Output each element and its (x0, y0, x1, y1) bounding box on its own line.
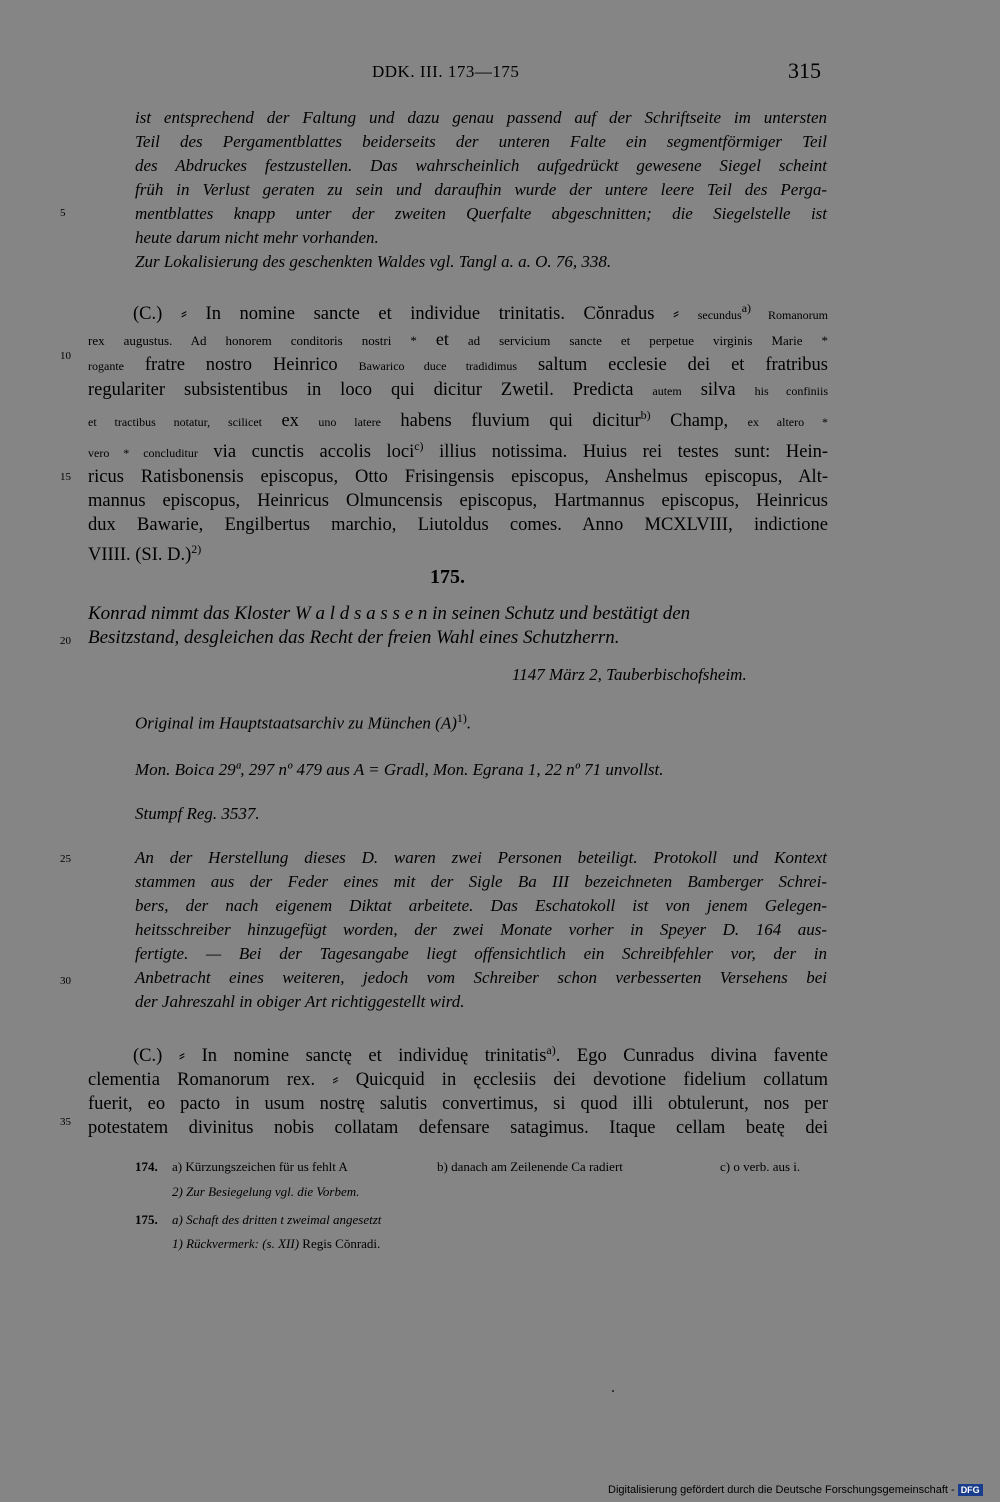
line-number: 25 (60, 853, 71, 865)
text-line: An der Herstellung dieses D. waren zwei Personen beteiligt. Protokoll und Kontext (135, 848, 827, 867)
text-line: heute darum nicht mehr vorhanden. (135, 228, 379, 247)
footnote: a) Kürzungszeichen für us fehlt A (172, 1159, 348, 1174)
text-line: bers, der nach eigenem Diktat arbeitete. Das Eschatokoll ist von jenem Gelegen- (135, 896, 827, 915)
text-line: des Abdruckes festzustellen. Das wahrscheinlich aufgedrückt gewesene Siegel scheint (135, 156, 827, 175)
intro-paragraph (135, 106, 827, 274)
dfg-footer-text: Digitalisierung gefördert durch die Deutsche Forschungsgemeinschaft - (608, 1484, 955, 1496)
text-line: früh in Verlust geraten zu sein und daraufhin wurde der untere leere Teil des Perga- (135, 180, 827, 199)
line-number: 35 (60, 1116, 71, 1128)
footnote-label: 174. (135, 1159, 158, 1174)
specks (612, 1390, 614, 1392)
text-line: fuerit, eo pacto in usum nostrę salutis convertimus, si quod illi obtulerunt, nos per (88, 1094, 828, 1115)
original-note: Original im Hauptstaatsarchiv zu München $(A)^{1)}$. (135, 711, 472, 733)
line-number: 10 (60, 350, 71, 362)
text-line: ist entsprechend der Faltung und dazu genau passend auf der Schriftseite im untersten (135, 108, 827, 127)
edition-note: Mon. Boica 29ª, 297 nº 479 aus A = Gradl, Mon. Egrana 1, 22 nº 71 unvollst. (135, 760, 664, 779)
text-line: mannus episcopus, Heinricus Olmuncensis episcopus, Hartmannus episcopus, Heinricus (88, 491, 828, 512)
text-line: (C.) ⸗ In nomine sanctę et individuę trinitatis$^{a)}$. Ego Cunradus divina favente (133, 1043, 828, 1067)
line-number: 15 (60, 471, 71, 483)
regesta-note: Stumpf Reg. 3537. (135, 804, 260, 823)
text-line: rex augustus. Ad honorem conditoris nostri * et ad servicium sancte et perpetue virginis Marie * (88, 329, 828, 350)
text-line: rogante fratre nostro Heinrico Bawarico duce tradidimus saltum ecclesie dei et fratribus (88, 355, 828, 376)
text-line: VIIII. (SI. D.)$^{2)}$ (88, 542, 202, 566)
text-line: clementia Romanorum rex. ⸗ Quicquid in ęcclesiis dei devotione fidelium collatum (88, 1070, 828, 1091)
page-number: 315 (788, 58, 821, 83)
footnote-label: 175. (135, 1212, 158, 1227)
line-number: 30 (60, 975, 71, 987)
commentary (135, 846, 827, 1014)
text-line: mentblattes knapp unter der zweiten Querfalte abgeschnitten; die Siegelstelle ist (135, 204, 827, 223)
regest-line: Konrad nimmt das Kloster W a l d s a s s e n in seinen Schutz und bestätigt den (88, 603, 691, 624)
regest-line: Besitzstand, desgleichen das Recht der freien Wahl eines Schutzherrn. (88, 627, 620, 648)
text-line: dux Bawarie, Engilbertus marchio, Liutoldus comes. Anno MCXLVIII, indictione (88, 515, 828, 536)
localization-note: Zur Lokalisierung des geschenkten Waldes vgl. Tangl a. a. O. 76, 338. (135, 252, 612, 271)
regest (88, 602, 828, 650)
text-line: Anbetracht eines weiteren, jedoch vom Schreiber schon verbesserten Versehens bei (135, 968, 827, 987)
text-line: fertigte. — Bei der Tagesangabe liegt offensichtlich ein Schreibfehler vor, der in (135, 944, 827, 963)
text-line: der Jahreszahl in obiger Art richtiggestellt wird. (135, 992, 465, 1011)
dfg-logo: DFG (958, 1484, 983, 1496)
footnote: 1) Rückvermerk: (s. XII) Regis Cŏnradi. (172, 1236, 381, 1251)
footnote: a) Schaft des dritten t zweimal angesetzt (172, 1212, 382, 1227)
text-line: heitsschreiber hinzugefügt worden, der zwei Monate vorher in Speyer D. 164 aus- (135, 920, 827, 939)
document-number: 175. (430, 566, 465, 588)
footnote: 2) Zur Besiegelung vgl. die Vorbem. (172, 1184, 360, 1199)
text-line: stammen aus der Feder eines mit der Sigle Ba III bezeichneten Bamberger Schrei- (135, 872, 827, 891)
text-line: potestatem divinitus nobis collatam defensare satagimus. Itaque cellam beatę dei (88, 1118, 828, 1139)
text-line: (C.) ⸗ In nomine sancte et individue trinitatis. Cŏnradus ⸗ secundus$^{a)}$ Romanorum (133, 301, 828, 325)
text-line: vero * concluditur via cunctis accolis loci$^{c)}$ illius notissima. Huius rei testes sunt: Hein- (88, 439, 828, 463)
date-place: 1147 März 2, Tauberbischofsheim. (512, 665, 747, 684)
dfg-footer (608, 1484, 983, 1496)
text-line: ricus Ratisbonensis episcopus, Otto Frisingensis episcopus, Anshelmus episcopus, Alt- (88, 467, 828, 488)
line-number: 20 (60, 635, 71, 647)
document-174-text (88, 296, 828, 568)
document-175-text (88, 1038, 828, 1140)
text-line: regulariter subsistentibus in loco qui dicitur Zwetil. Predicta autem silva his confiniis (88, 380, 828, 401)
text-line: et tractibus notatur, scilicet ex uno latere habens fluvium qui dicitur$^{b)}$ Champ, ex altero * (88, 408, 828, 432)
footnote: c) o verb. aus i. (720, 1159, 801, 1174)
footnote: b) danach am Zeilenende Ca radiert (437, 1159, 623, 1174)
text-line: Teil des Pergamentblattes beiderseits der unteren Falte ein segmentförmiger Teil (135, 132, 827, 151)
running-header: DDK. III. 173—175 (372, 62, 520, 81)
line-number: 5 (60, 207, 66, 219)
